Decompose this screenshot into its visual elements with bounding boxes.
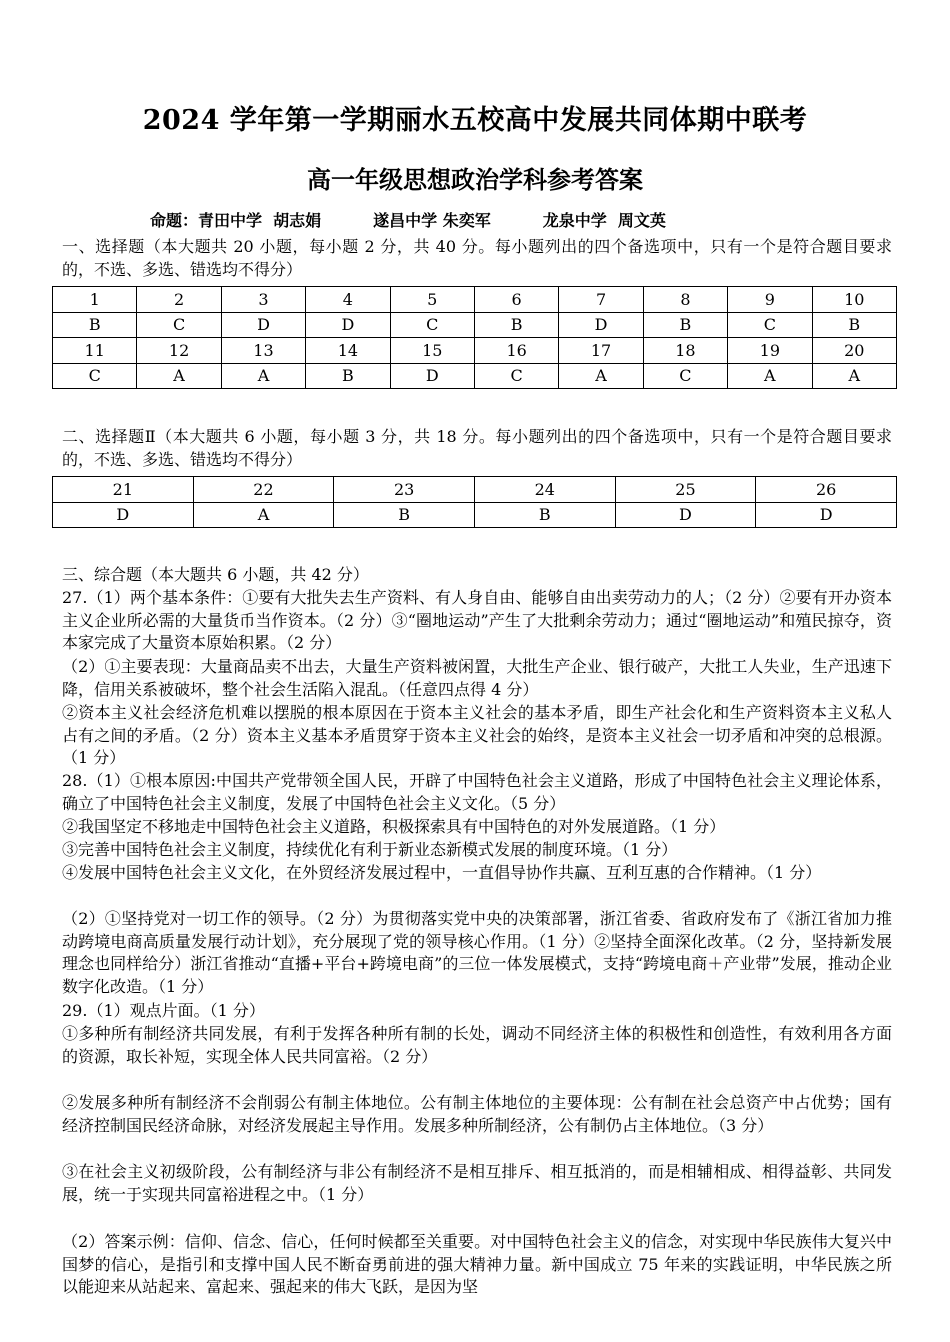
table-row [53,338,897,364]
q28-part1-a: 28.（1）①根本原因:中国共产党带领全国人民，开辟了中国特色社会主义道路，形成了中国特色社会主义理论体系，确立了中国特色社会主义制度，发展了中国特色社会主义文化。（5 分） [62,771,892,813]
table-cell: 8 [643,287,727,313]
table-cell: 7 [559,287,643,313]
table-cell: 13 [221,338,305,364]
table-cell: 20 [812,338,896,364]
table-cell: D [615,502,756,528]
q29-part1-c: ③在社会主义初级阶段，公有制经济与非公有制经济不是相互排斥、相互抵消的，而是相辅相成、相得益彰、共同发展，统一于实现共同富裕进程之中。（1 分） [62,1162,892,1204]
table-cell: B [334,502,475,528]
section1-intro: 一、选择题（本大题共 20 小题，每小题 2 分，共 40 分。每小题列出的四个备选项中，只有一个是符合题目要求的，不选、多选、错选均不得分） [62,237,892,279]
q27-part1: 27.（1）两个基本条件：①要有大批失去生产资料、有人身自由、能够自由出卖劳动力的人；（2 分）②要有开办资本主义企业所必需的大量货币当作资本。（2 分）③“圈地运动”产生了大批剩余劳动力；通过“圈地运动”和殖民掠夺，资本家完成了大量资本原始积累。（2 分） [62,588,892,652]
table-cell: D [53,502,194,528]
q28-part1-b: ②我国坚定不移地走中国特色社会主义道路，积极探索具有中国特色的对外发展道路。（1 分） [62,817,726,836]
table-cell: 12 [137,338,221,364]
table-cell: 25 [615,477,756,503]
table-cell: A [812,363,896,389]
table-cell: 2 [137,287,221,313]
table-cell: A [221,363,305,389]
table-cell: D [306,312,390,338]
table-cell: 9 [728,287,812,313]
page-title: 2024 学年第一学期丽水五校高中发展共同体期中联考 [142,105,808,136]
table-cell: B [306,363,390,389]
table-cell: 11 [53,338,137,364]
table-cell: 18 [643,338,727,364]
q28-part1-d: ④发展中国特色社会主义文化，在外贸经济发展过程中，一直倡导协作共赢、互利互惠的合作精神。（1 分） [62,863,822,882]
table-row [53,363,897,389]
author-3: 龙泉中学 周文英 [542,211,666,230]
q29-part2: （2）答案示例：信仰、信念、信心，任何时候都至关重要。对中国特色社会主义的信念，对实现中华民族伟大复兴中国梦的信心，是指引和支撑中国人民不断奋勇前进的强大精神力量。新中国成立 75 年来的实践证明，中华民族之所以能迎来从站起来、富起来、强起来的伟大飞跃，是因为坚 [62,1232,892,1296]
authors-line [150,208,666,231]
table-cell: 5 [390,287,474,313]
table-cell: A [193,502,334,528]
table-cell: C [474,363,558,389]
table-cell: 23 [334,477,475,503]
table-cell: 22 [193,477,334,503]
table-cell: C [728,312,812,338]
section2-intro: 二、选择题Ⅱ（本大题共 6 小题，每小题 3 分，共 18 分。每小题列出的四个备选项中，只有一个是符合题目要求的，不选、多选、错选均不得分） [62,427,892,469]
table-cell: B [643,312,727,338]
q29-part1: 29.（1）观点片面。（1 分） [62,1001,265,1020]
table-cell: C [137,312,221,338]
table-cell: 3 [221,287,305,313]
page-subtitle: 高一年级思想政治学科参考答案 [307,165,643,194]
table-cell: 19 [728,338,812,364]
table-cell: B [474,312,558,338]
q28-part1-c: ③完善中国特色社会主义制度，持续优化有利于新业态新模式发展的制度环境。（1 分） [62,840,678,859]
q27-part2-a: （2）①主要表现：大量商品卖不出去，大量生产资料被闲置，大批生产企业、银行破产，大批工人失业，生产迅速下降，信用关系被破坏，整个社会生活陷入混乱。（任意四点得 4 分） [62,657,892,699]
table-cell: 4 [306,287,390,313]
table-cell: 10 [812,287,896,313]
table-cell: D [221,312,305,338]
q29-part1-a: ①多种所有制经济共同发展，有利于发挥各种所有制的长处，调动不同经济主体的积极性和创造性，有效利用各方面的资源，取长补短，实现全体人民共同富裕。（2 分） [62,1024,892,1066]
table-cell: B [812,312,896,338]
table-row [53,502,897,528]
table-cell: A [137,363,221,389]
table-cell: 17 [559,338,643,364]
table-cell: B [474,502,615,528]
table-cell: 26 [756,477,897,503]
q27-part2-b: ②资本主义社会经济危机难以摆脱的根本原因在于资本主义社会的基本矛盾，即生产社会化和生产资料资本主义私人占有之间的矛盾。（2 分）资本主义基本矛盾贯穿于资本主义社会的始终，是资本主义社会一切矛盾和冲突的总根源。（1 分） [62,703,892,767]
section2-answer-table [52,476,897,528]
table-cell: 21 [53,477,194,503]
section3-intro: 三、综合题（本大题共 6 小题，共 42 分） [62,565,369,584]
table-cell: A [728,363,812,389]
table-cell: 14 [306,338,390,364]
table-cell: 24 [474,477,615,503]
q28-part2: （2）①坚持党对一切工作的领导。（2 分）为贯彻落实党中央的决策部署，浙江省委、省政府发布了《浙江省加力推动跨境电商高质量发展行动计划》，充分展现了党的领导核心作用。（1 分）②坚持全面深化改革。（2 分，坚持新发展理念也同样给分）浙江省推动“直播+平台+跨境电商”的三位一体发展模式，支持“跨境电商＋产业带”发展，推动企业数字化改造。（1 分） [62,909,892,996]
author-2: 遂昌中学 朱奕军 [373,211,491,230]
table-cell: D [559,312,643,338]
table-cell: 6 [474,287,558,313]
table-cell: 15 [390,338,474,364]
table-row [53,312,897,338]
author-1: 命题：青田中学 胡志娟 [150,211,322,230]
table-cell: 16 [474,338,558,364]
table-cell: D [756,502,897,528]
table-row [53,477,897,503]
q29-part1-b: ②发展多种所有制经济不会削弱公有制主体地位。公有制主体地位的主要体现：公有制在社会总资产中占优势；国有经济控制国民经济命脉，对经济发展起主导作用。发展多种所制经济，公有制仍占主体地位。（3 分） [62,1093,892,1135]
table-cell: C [390,312,474,338]
table-cell: D [390,363,474,389]
table-cell: 1 [53,287,137,313]
section1-answer-table [52,286,897,389]
table-cell: B [53,312,137,338]
table-cell: C [643,363,727,389]
table-cell: C [53,363,137,389]
table-row [53,287,897,313]
table-cell: A [559,363,643,389]
